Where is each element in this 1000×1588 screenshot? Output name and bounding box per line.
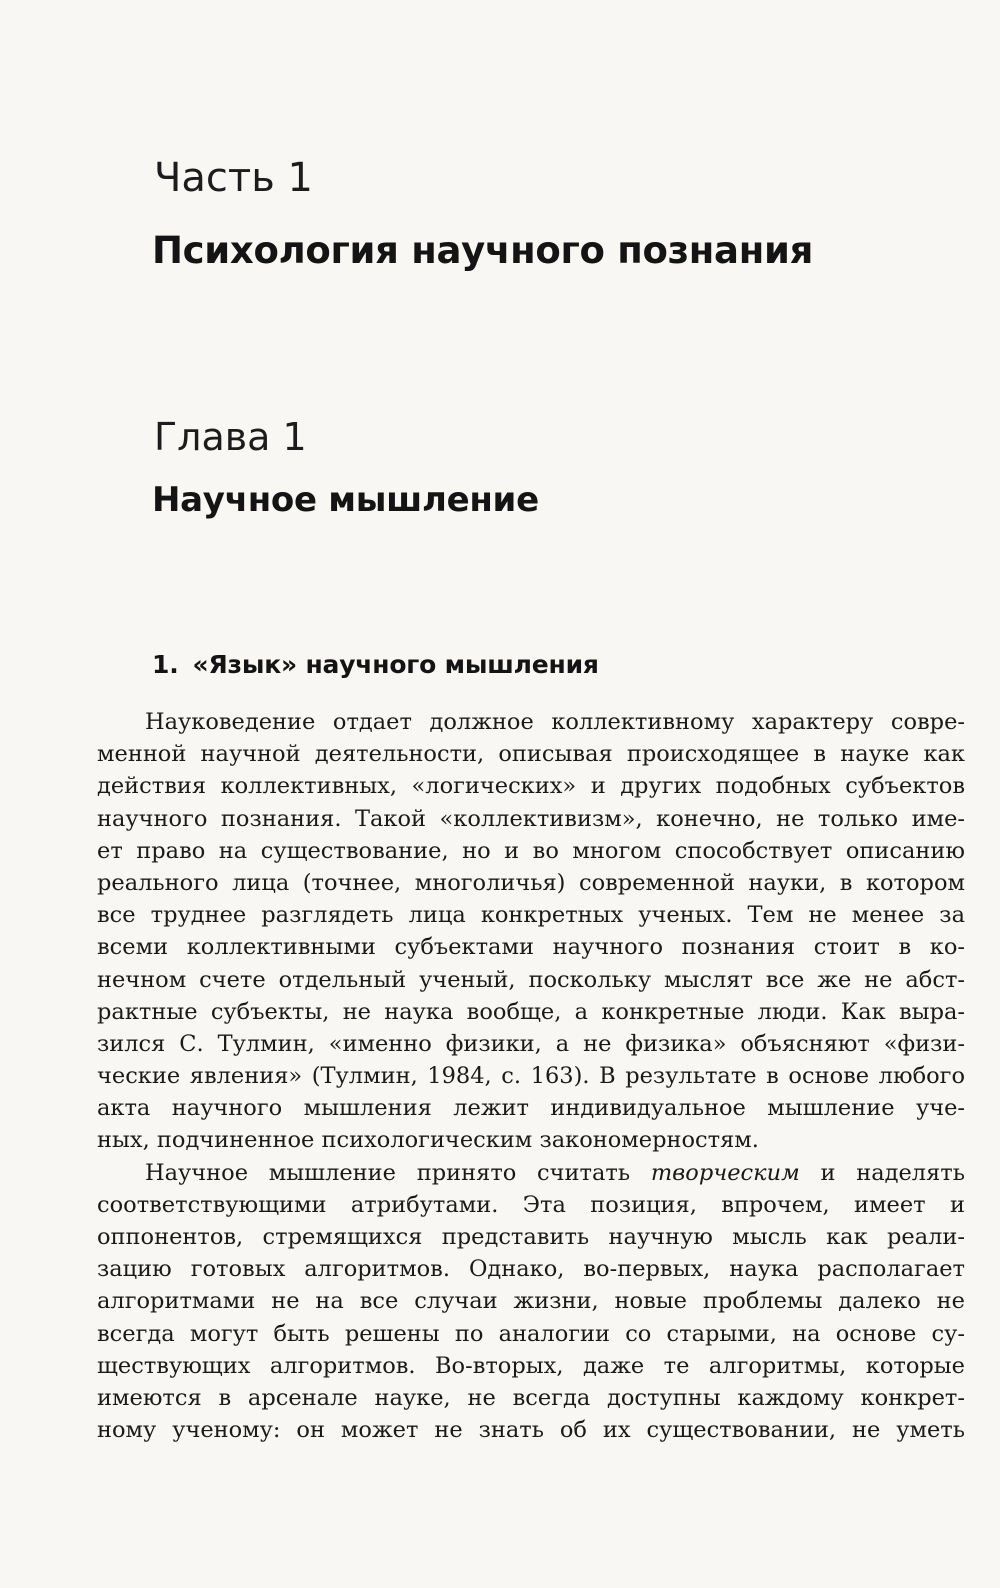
text-line: реального лица (точнее, многоличья) современной науки, в котором	[97, 869, 965, 896]
text-line-mixed	[97, 1157, 965, 1189]
text-line: рактные субъекты, не наука вообще, а конкретные люди. Как выра-	[97, 998, 965, 1025]
chapter-label: Глава 1	[154, 415, 307, 459]
emphasis-text: творческим	[650, 1159, 800, 1186]
text-run: Научное мышление принято считать	[145, 1159, 631, 1186]
paragraph-1	[97, 706, 965, 1157]
paragraph-2	[97, 1157, 965, 1447]
text-line: ет право на существование, но и во многом способствует описанию	[97, 837, 965, 864]
text-line: ных, подчиненное психологическим закономерностям.	[97, 1127, 759, 1154]
text-line: Науковедение отдает должное коллективному характеру совре-	[145, 709, 965, 735]
text-line: ществующих алгоритмов. Во-вторых, даже те алгоритмы, которые	[97, 1352, 965, 1379]
text-line: менной научной деятельности, описывая происходящее в науке как	[97, 741, 965, 768]
part-title: Психология научного познания	[152, 229, 814, 272]
text-line: акта научного мышления лежит индивидуальное мышление уче-	[97, 1095, 965, 1122]
text-line: нечном счете отдельный ученый, поскольку мыслят все же не абст-	[97, 966, 965, 993]
text-line: действия коллективных, «логических» и других подобных субъектов	[97, 773, 965, 800]
section-title: «Язык» научного мышления	[192, 650, 599, 679]
text-line: соответствующими атрибутами. Эта позиция, впрочем, имеет и	[97, 1191, 965, 1218]
text-line: оппонентов, стремящихся представить научную мысль как реали-	[97, 1224, 965, 1250]
text-line: алгоритмами не на все случаи жизни, новые проблемы далеко не	[97, 1288, 965, 1315]
text-line: зацию готовых алгоритмов. Однако, во-первых, наука располагает	[97, 1256, 965, 1283]
text-line: всегда могут быть решены по аналогии со старыми, на основе су-	[97, 1320, 965, 1347]
text-line: ному ученому: он может не знать об их существовании, не уметь	[97, 1417, 965, 1444]
text-line: всеми коллективными субъектами научного познания стоит в ко-	[97, 934, 965, 961]
section-heading	[152, 652, 599, 677]
section-number: 1.	[152, 650, 179, 679]
body-text	[97, 706, 965, 1446]
text-line: все труднее разглядеть лица конкретных ученых. Тем не менее за	[97, 902, 965, 929]
part-label: Часть 1	[154, 155, 313, 201]
text-line: зился С. Тулмин, «именно физики, а не физика» объясняют «физи-	[97, 1030, 965, 1057]
text-line: ческие явления» (Тулмин, 1984, с. 163). В результате в основе любого	[97, 1063, 965, 1090]
text-line: научного познания. Такой «коллективизм», конечно, не только име-	[97, 805, 965, 832]
text-run: и наделять	[820, 1159, 965, 1186]
text-line: имеются в арсенале науке, не всегда доступны каждому конкрет-	[97, 1384, 965, 1411]
chapter-title: Научное мышление	[152, 480, 539, 520]
